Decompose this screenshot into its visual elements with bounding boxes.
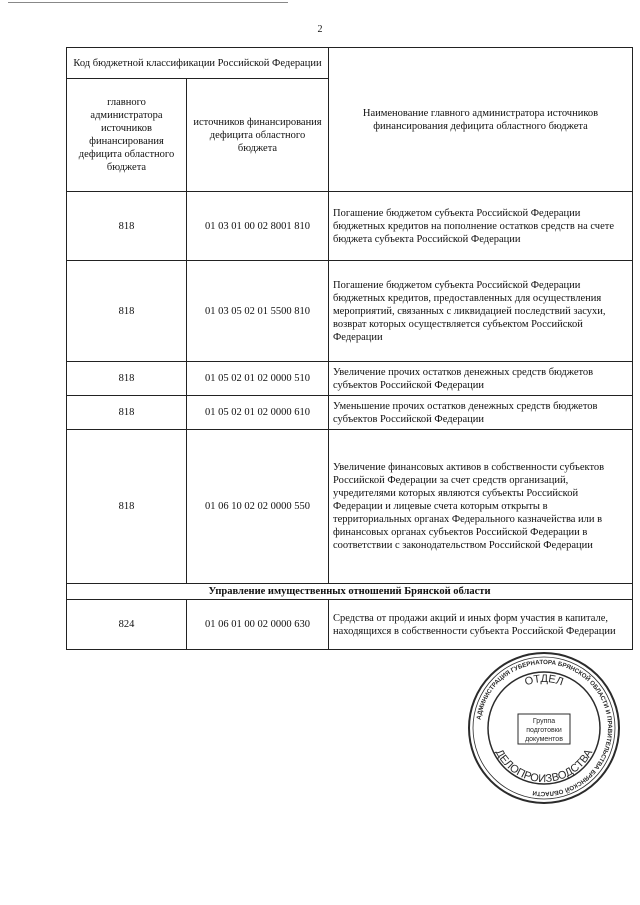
stamp-inner-top: ОТДЕЛ — [523, 672, 565, 689]
stamp-outer-text: АДМИНИСТРАЦИЯ ГУБЕРНАТОРА БРЯНСКОЙ ОБЛАСТИ И ПРАВИТЕЛЬСТВА БРЯНСКОЙ ОБЛАСТИ — [475, 658, 614, 798]
admin-code-cell: 824 — [67, 600, 187, 650]
table-row — [67, 430, 633, 584]
source-code-cell: 01 05 02 01 02 0000 510 — [187, 362, 329, 396]
stamp-center-line2: подготовки — [526, 727, 562, 734]
admin-code-cell: 818 — [67, 192, 187, 261]
admin-code-cell: 818 — [67, 362, 187, 396]
page-number: 2 — [317, 24, 323, 35]
admin-code-cell: 818 — [67, 396, 187, 430]
source-name-cell: Увеличение финансовых активов в собственности субъектов Российской Федерации за счет средств организаций, учредителями которых являются субъекты Российской Федерации и лицевые счета которым открыты в территориальных органах Федерального казначейства или в финансовых органах субъектов Российской Федерации в соответствии с законодательством Российской Федерации — [329, 430, 633, 584]
header-row-group — [67, 48, 633, 79]
source-code-cell: 01 03 05 02 01 5500 810 — [187, 261, 329, 362]
stamp-inner-bottom: ДЕЛОПРОИЗВОДСТВА — [492, 747, 596, 786]
source-code-cell: 01 03 01 00 02 8001 810 — [187, 192, 329, 261]
header-name-cell: Наименование главного администратора источников финансирования дефицита областного бюджета — [329, 48, 633, 192]
source-name-cell: Средства от продажи акций и иных форм участия в капитале, находящихся в собственности субъекта Российской Федерации — [329, 600, 633, 650]
header-group-cell: Код бюджетной классификации Российской Федерации — [67, 48, 329, 79]
source-name-cell: Увеличение прочих остатков денежных средств бюджетов субъектов Российской Федерации — [329, 362, 633, 396]
source-code-cell: 01 06 10 02 02 0000 550 — [187, 430, 329, 584]
table-row — [67, 396, 633, 430]
stamp-center-line3: документов — [525, 736, 563, 743]
source-name-cell: Погашение бюджетом субъекта Российской Федерации бюджетных кредитов на пополнение остатков средств на счете бюджета субъекта Российской Федерации — [329, 192, 633, 261]
table-row — [67, 261, 633, 362]
admin-code-cell: 818 — [67, 430, 187, 584]
classification-table — [66, 47, 633, 650]
section-title: Управление имущественных отношений Брянской области — [67, 584, 633, 600]
source-name-cell: Уменьшение прочих остатков денежных средств бюджетов субъектов Российской Федерации — [329, 396, 633, 430]
top-rule — [8, 2, 288, 3]
source-name-cell: Погашение бюджетом субъекта Российской Федерации бюджетных кредитов, предоставленных для осуществления мероприятий, связанных с ликвидацией последствий засухи, возврат которых осуществляется субъектом Российской Федерации — [329, 261, 633, 362]
table-row — [67, 362, 633, 396]
section-row — [67, 584, 633, 600]
table-row — [67, 192, 633, 261]
official-stamp — [466, 650, 622, 806]
header-code-cell: источников финансирования дефицита областного бюджета — [187, 79, 329, 192]
source-code-cell: 01 06 01 00 02 0000 630 — [187, 600, 329, 650]
stamp-center-line1: Группа — [532, 718, 556, 725]
admin-code-cell: 818 — [67, 261, 187, 362]
table-row — [67, 600, 633, 650]
header-admin-cell: главного администратора источников финансирования дефицита областного бюджета — [67, 79, 187, 192]
source-code-cell: 01 05 02 01 02 0000 610 — [187, 396, 329, 430]
